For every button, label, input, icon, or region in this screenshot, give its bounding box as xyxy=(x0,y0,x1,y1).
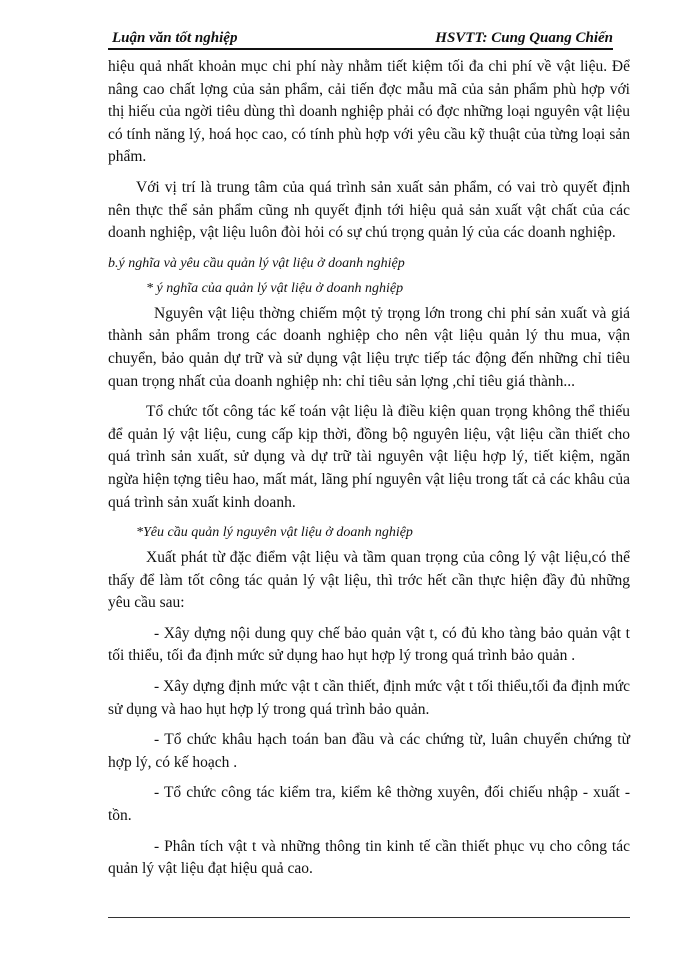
header-author: HSVTT: Cung Quang Chiến xyxy=(435,30,613,46)
page-header xyxy=(108,30,613,54)
page-body xyxy=(108,56,630,889)
paragraph-requirements-intro: Xuất phát từ đặc điểm vật liệu và tầm quan trọng của công lý vật liệu,có thể thấy để làm tốt công tác quản lý vật liệu, thì trớc hết cần thực hiện đầy đủ những yêu cầu sau: xyxy=(108,549,630,612)
subheading-significance: * ý nghĩa của quản lý vật liệu ở doanh nghiệp xyxy=(146,280,404,296)
paragraph-cost-share: Nguyên vật liệu thờng chiếm một tỷ trọng lớn trong chi phí sản xuất và giá thành sản phẩm trong các doanh nghiệp cho nên vật liệu quản lý thu mua, vận chuyển, bảo quản dự trữ và sử dụng vật liệu trực tiếp tác động đến những chỉ tiêu quan trọng nhất của doanh nghiệp nh: chỉ tiêu sản lợng ,chỉ tiêu giá thành... xyxy=(108,304,630,390)
header-divider xyxy=(108,48,613,50)
list-item-storage-rules: - Xây dựng nội dung quy chế bảo quản vật t, có đủ kho tàng bảo quản vật t tối thiểu, tối đa định mức sử dụng hao hụt hợp lý trong quá trình bảo quản . xyxy=(108,624,630,665)
list-item-norms: - Xây dựng định mức vật t cần thiết, định mức vật t tối thiểu,tối đa định mức sử dụng và hao hụt hợp lý trong quá trình bảo quản. xyxy=(108,678,630,718)
paragraph-accounting-organization: Tổ chức tốt công tác kế toán vật liệu là điều kiện quan trọng không thể thiếu để quản lý vật liệu, cung cấp kịp thời, đồng bộ nguyên liệu, vật liệu cần thiết cho quá trình sản xuất, sử dụng và dự trữ tài nguyên vật liệu hợp lý, tiết kiệm, ngăn ngừa hiện tợng tiêu hao, mất mát, lãng phí nguyên vật liệu trong tất cả các khâu của quá trình sản xuất kinh doanh. xyxy=(108,403,630,511)
list-item-initial-accounting: - Tổ chức khâu hạch toán ban đầu và các chứng từ, luân chuyển chứng từ hợp lý, có kế hoạch . xyxy=(108,731,630,771)
header-thesis-title: Luận văn tốt nghiệp xyxy=(112,30,238,46)
footer-divider xyxy=(108,917,630,918)
paragraph-central-role: Với vị trí là trung tâm của quá trình sản xuất sản phẩm, có vai trò quyết định nên thực thể sản phẩm cũng nh quyết định tới hiệu quả sản xuất vật chất của các doanh nghiệp, vật liệu luôn đòi hỏi có sự chú trọng quản lý của các doanh nghiệp. xyxy=(108,178,630,242)
paragraph-cost-efficiency: hiệu quả nhất khoản mục chi phí này nhằm tiết kiệm tối đa chi phí về vật liệu. Để nâng cao chất lợng của sản phẩm, cải tiến đợc mẫu mã của sản phẩm phù hợp với thị hiếu của ngời tiêu dùng thì doanh nghiệp phải có đợc những loại nguyên vật liệu có tính năng lý, hoá học cao, có tính phù hợp với yêu cầu kỹ thuật của từng loại sản phẩm. xyxy=(108,58,630,166)
list-item-inspection: - Tổ chức công tác kiểm tra, kiểm kê thờng xuyên, đối chiếu nhập - xuất - tồn. xyxy=(108,784,630,825)
subheading-requirements: *Yêu cầu quản lý nguyên vật liệu ở doanh nghiệp xyxy=(136,525,413,541)
list-item-analysis: - Phân tích vật t và những thông tin kinh tế cần thiết phục vụ cho công tác quản lý vật liệu đạt hiệu quả cao. xyxy=(108,837,630,878)
section-heading-b: b.ý nghĩa và yêu cầu quản lý vật liệu ở doanh nghiệp xyxy=(108,255,405,271)
